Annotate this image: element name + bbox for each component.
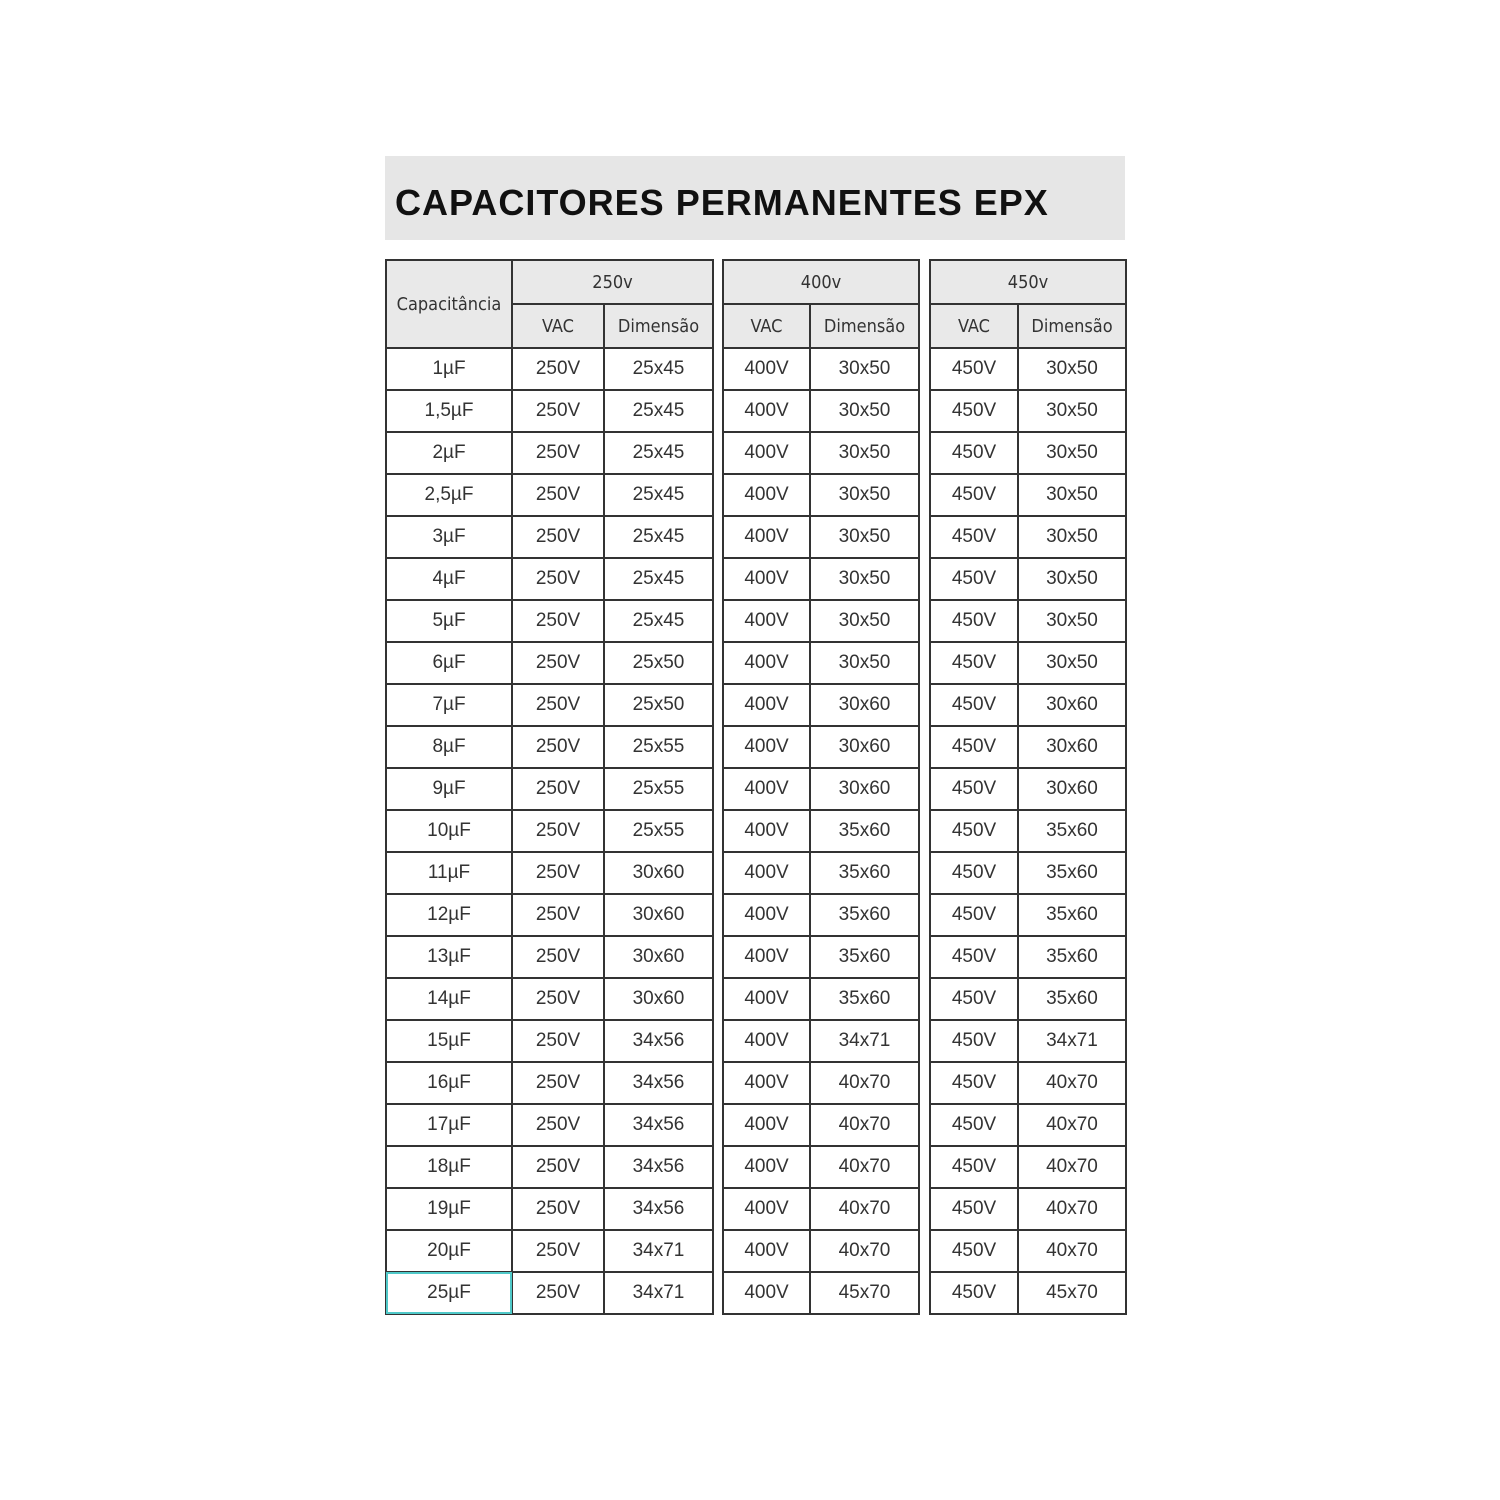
table-row xyxy=(386,1272,713,1314)
vac-cell: 450V xyxy=(930,936,1018,978)
dimension-cell: 35x60 xyxy=(810,894,919,936)
dimension-cell: 34x56 xyxy=(604,1188,713,1230)
dimension-cell: 30x60 xyxy=(1018,726,1126,768)
table-row xyxy=(386,1104,713,1146)
title-banner xyxy=(385,156,1125,240)
vac-cell: 400V xyxy=(723,558,810,600)
capacitance-cell: 1,5µF xyxy=(386,390,512,432)
dimension-cell: 34x56 xyxy=(604,1020,713,1062)
dimension-cell: 34x71 xyxy=(604,1272,713,1314)
vac-cell: 400V xyxy=(723,1020,810,1062)
vac-cell: 250V xyxy=(512,1188,604,1230)
dimension-cell: 30x60 xyxy=(810,726,919,768)
table-row xyxy=(386,768,713,810)
vac-cell: 450V xyxy=(930,810,1018,852)
table-row xyxy=(930,894,1126,936)
table-row xyxy=(723,516,919,558)
header-vac: VAC xyxy=(723,304,810,348)
dimension-cell: 45x70 xyxy=(1018,1272,1126,1314)
dimension-cell: 25x50 xyxy=(604,642,713,684)
vac-cell: 250V xyxy=(512,936,604,978)
vac-cell: 400V xyxy=(723,852,810,894)
table-row xyxy=(386,978,713,1020)
vac-cell: 400V xyxy=(723,1230,810,1272)
capacitance-cell: 11µF xyxy=(386,852,512,894)
vac-cell: 400V xyxy=(723,978,810,1020)
dimension-cell: 40x70 xyxy=(1018,1188,1126,1230)
vac-cell: 450V xyxy=(930,516,1018,558)
vac-cell: 450V xyxy=(930,1062,1018,1104)
dimension-cell: 35x60 xyxy=(1018,894,1126,936)
capacitance-cell: 2µF xyxy=(386,432,512,474)
table-row xyxy=(930,768,1126,810)
vac-cell: 250V xyxy=(512,1062,604,1104)
vac-cell: 400V xyxy=(723,810,810,852)
vac-cell: 250V xyxy=(512,600,604,642)
capacitance-cell: 13µF xyxy=(386,936,512,978)
table-row xyxy=(386,600,713,642)
table-row xyxy=(723,432,919,474)
vac-cell: 250V xyxy=(512,1230,604,1272)
vac-cell: 250V xyxy=(512,432,604,474)
table-row xyxy=(386,432,713,474)
table-body-250v xyxy=(386,348,713,1314)
table-row xyxy=(930,936,1126,978)
table-row xyxy=(723,726,919,768)
header-dimension: Dimensão xyxy=(1018,304,1126,348)
table-row xyxy=(386,558,713,600)
dimension-cell: 25x45 xyxy=(604,348,713,390)
table-row xyxy=(930,1020,1126,1062)
dimension-cell: 40x70 xyxy=(810,1104,919,1146)
dimension-cell: 30x50 xyxy=(810,474,919,516)
table-row xyxy=(723,1104,919,1146)
dimension-cell: 40x70 xyxy=(1018,1230,1126,1272)
capacitance-cell: 12µF xyxy=(386,894,512,936)
vac-cell: 400V xyxy=(723,726,810,768)
dimension-cell: 30x50 xyxy=(1018,432,1126,474)
dimension-cell: 30x50 xyxy=(810,390,919,432)
vac-cell: 450V xyxy=(930,978,1018,1020)
vac-cell: 250V xyxy=(512,348,604,390)
table-row xyxy=(386,516,713,558)
dimension-cell: 30x50 xyxy=(1018,642,1126,684)
vac-cell: 450V xyxy=(930,684,1018,726)
vac-cell: 400V xyxy=(723,936,810,978)
table-row xyxy=(723,348,919,390)
table-row xyxy=(386,642,713,684)
vac-cell: 450V xyxy=(930,852,1018,894)
dimension-cell: 40x70 xyxy=(810,1062,919,1104)
table-row xyxy=(930,1104,1126,1146)
table-row xyxy=(930,852,1126,894)
vac-cell: 400V xyxy=(723,516,810,558)
vac-cell: 400V xyxy=(723,894,810,936)
table-row xyxy=(723,642,919,684)
table-row xyxy=(930,978,1126,1020)
dimension-cell: 34x71 xyxy=(1018,1020,1126,1062)
dimension-cell: 25x55 xyxy=(604,810,713,852)
dimension-cell: 30x50 xyxy=(1018,558,1126,600)
dimension-cell: 30x50 xyxy=(810,600,919,642)
vac-cell: 450V xyxy=(930,558,1018,600)
table-row xyxy=(386,936,713,978)
dimension-cell: 25x50 xyxy=(604,684,713,726)
vac-cell: 450V xyxy=(930,726,1018,768)
vac-cell: 450V xyxy=(930,600,1018,642)
vac-cell: 250V xyxy=(512,1146,604,1188)
dimension-cell: 30x60 xyxy=(810,684,919,726)
vac-cell: 450V xyxy=(930,894,1018,936)
capacitance-cell: 20µF xyxy=(386,1230,512,1272)
header-group-450v: 450v xyxy=(930,260,1126,304)
vac-cell: 450V xyxy=(930,390,1018,432)
capacitance-cell: 16µF xyxy=(386,1062,512,1104)
header-group-250v: 250v xyxy=(512,260,713,304)
vac-cell: 450V xyxy=(930,768,1018,810)
header-vac: VAC xyxy=(512,304,604,348)
capacitance-cell: 18µF xyxy=(386,1146,512,1188)
vac-cell: 400V xyxy=(723,390,810,432)
vac-cell: 250V xyxy=(512,558,604,600)
dimension-cell: 40x70 xyxy=(1018,1104,1126,1146)
table-row xyxy=(930,516,1126,558)
header-capacitance: Capacitância xyxy=(386,260,512,348)
table-row xyxy=(723,1146,919,1188)
table-row xyxy=(723,1272,919,1314)
dimension-cell: 30x50 xyxy=(810,432,919,474)
table-row xyxy=(386,474,713,516)
dimension-cell: 30x60 xyxy=(604,894,713,936)
vac-cell: 250V xyxy=(512,810,604,852)
dimension-cell: 34x71 xyxy=(810,1020,919,1062)
table-row xyxy=(930,642,1126,684)
vac-cell: 450V xyxy=(930,1146,1018,1188)
capacitance-cell: 15µF xyxy=(386,1020,512,1062)
capacitance-cell: 1µF xyxy=(386,348,512,390)
table-row xyxy=(386,726,713,768)
table-row xyxy=(723,768,919,810)
dimension-cell: 30x50 xyxy=(1018,600,1126,642)
table-row xyxy=(386,1188,713,1230)
capacitance-cell: 10µF xyxy=(386,810,512,852)
vac-cell: 400V xyxy=(723,1146,810,1188)
vac-cell: 250V xyxy=(512,684,604,726)
dimension-cell: 40x70 xyxy=(810,1230,919,1272)
dimension-cell: 34x56 xyxy=(604,1062,713,1104)
table-row xyxy=(930,390,1126,432)
vac-cell: 400V xyxy=(723,600,810,642)
dimension-cell: 35x60 xyxy=(810,978,919,1020)
capacitance-cell: 3µF xyxy=(386,516,512,558)
header-vac: VAC xyxy=(930,304,1018,348)
table-row xyxy=(930,348,1126,390)
header-dimension: Dimensão xyxy=(604,304,713,348)
table-row xyxy=(386,1020,713,1062)
table-row xyxy=(723,936,919,978)
dimension-cell: 35x60 xyxy=(810,852,919,894)
vac-cell: 400V xyxy=(723,684,810,726)
table-row xyxy=(930,684,1126,726)
capacitance-cell: 25µF xyxy=(386,1272,512,1314)
vac-cell: 450V xyxy=(930,474,1018,516)
table-body-400v xyxy=(723,348,919,1314)
table-row xyxy=(930,1272,1126,1314)
table-row xyxy=(386,348,713,390)
capacitance-cell: 17µF xyxy=(386,1104,512,1146)
vac-cell: 250V xyxy=(512,978,604,1020)
vac-cell: 250V xyxy=(512,768,604,810)
table-row xyxy=(386,1230,713,1272)
table-row xyxy=(723,684,919,726)
capacitance-cell: 4µF xyxy=(386,558,512,600)
table-row xyxy=(723,474,919,516)
table-row xyxy=(930,558,1126,600)
capacitance-cell: 9µF xyxy=(386,768,512,810)
dimension-cell: 40x70 xyxy=(1018,1146,1126,1188)
table-row xyxy=(930,600,1126,642)
vac-cell: 400V xyxy=(723,1062,810,1104)
table-row xyxy=(386,852,713,894)
vac-cell: 450V xyxy=(930,1188,1018,1230)
vac-cell: 250V xyxy=(512,1272,604,1314)
dimension-cell: 25x55 xyxy=(604,768,713,810)
table-row xyxy=(930,432,1126,474)
table-row xyxy=(930,810,1126,852)
capacitance-cell: 6µF xyxy=(386,642,512,684)
dimension-cell: 30x50 xyxy=(810,642,919,684)
dimension-cell: 35x60 xyxy=(1018,978,1126,1020)
page-title: CAPACITORES PERMANENTES EPX xyxy=(395,182,1049,223)
table-450v xyxy=(929,259,1127,1315)
vac-cell: 400V xyxy=(723,474,810,516)
vac-cell: 250V xyxy=(512,1104,604,1146)
header-group-400v: 400v xyxy=(723,260,919,304)
dimension-cell: 30x50 xyxy=(810,348,919,390)
vac-cell: 250V xyxy=(512,516,604,558)
table-row xyxy=(930,1230,1126,1272)
dimension-cell: 34x56 xyxy=(604,1146,713,1188)
dimension-cell: 35x60 xyxy=(810,810,919,852)
dimension-cell: 40x70 xyxy=(810,1188,919,1230)
dimension-cell: 40x70 xyxy=(1018,1062,1126,1104)
dimension-cell: 25x45 xyxy=(604,600,713,642)
table-row xyxy=(723,600,919,642)
vac-cell: 400V xyxy=(723,432,810,474)
dimension-cell: 35x60 xyxy=(1018,810,1126,852)
dimension-cell: 35x60 xyxy=(1018,936,1126,978)
table-row xyxy=(386,1062,713,1104)
capacitance-cell: 2,5µF xyxy=(386,474,512,516)
capacitance-cell: 19µF xyxy=(386,1188,512,1230)
table-row xyxy=(930,1062,1126,1104)
vac-cell: 250V xyxy=(512,1020,604,1062)
table-body-450v xyxy=(930,348,1126,1314)
vac-cell: 450V xyxy=(930,1272,1018,1314)
dimension-cell: 30x50 xyxy=(1018,348,1126,390)
table-row xyxy=(723,978,919,1020)
dimension-cell: 34x56 xyxy=(604,1104,713,1146)
dimension-cell: 30x60 xyxy=(810,768,919,810)
table-row xyxy=(930,1188,1126,1230)
table-row xyxy=(930,474,1126,516)
table-250v xyxy=(385,259,714,1315)
table-row xyxy=(386,684,713,726)
table-row xyxy=(723,852,919,894)
dimension-cell: 30x60 xyxy=(1018,684,1126,726)
table-row xyxy=(723,810,919,852)
dimension-cell: 40x70 xyxy=(810,1146,919,1188)
dimension-cell: 25x55 xyxy=(604,726,713,768)
dimension-cell: 25x45 xyxy=(604,474,713,516)
vac-cell: 400V xyxy=(723,1272,810,1314)
dimension-cell: 35x60 xyxy=(1018,852,1126,894)
header-dimension: Dimensão xyxy=(810,304,919,348)
dimension-cell: 25x45 xyxy=(604,516,713,558)
dimension-cell: 25x45 xyxy=(604,390,713,432)
dimension-cell: 30x50 xyxy=(810,516,919,558)
dimension-cell: 45x70 xyxy=(810,1272,919,1314)
table-row xyxy=(723,558,919,600)
capacitance-cell: 8µF xyxy=(386,726,512,768)
dimension-cell: 30x60 xyxy=(604,978,713,1020)
vac-cell: 250V xyxy=(512,474,604,516)
dimension-cell: 30x50 xyxy=(1018,474,1126,516)
vac-cell: 400V xyxy=(723,768,810,810)
table-400v xyxy=(722,259,920,1315)
vac-cell: 450V xyxy=(930,432,1018,474)
dimension-cell: 30x50 xyxy=(810,558,919,600)
vac-cell: 400V xyxy=(723,1188,810,1230)
table-row xyxy=(386,390,713,432)
vac-cell: 450V xyxy=(930,348,1018,390)
table-row xyxy=(386,810,713,852)
table-row xyxy=(930,1146,1126,1188)
vac-cell: 450V xyxy=(930,1020,1018,1062)
capacitance-cell: 14µF xyxy=(386,978,512,1020)
vac-cell: 250V xyxy=(512,726,604,768)
dimension-cell: 30x60 xyxy=(604,936,713,978)
dimension-cell: 25x45 xyxy=(604,558,713,600)
capacitance-cell: 7µF xyxy=(386,684,512,726)
vac-cell: 250V xyxy=(512,642,604,684)
capacitance-cell: 5µF xyxy=(386,600,512,642)
vac-cell: 450V xyxy=(930,642,1018,684)
dimension-cell: 35x60 xyxy=(810,936,919,978)
table-row xyxy=(723,390,919,432)
vac-cell: 400V xyxy=(723,348,810,390)
vac-cell: 400V xyxy=(723,1104,810,1146)
dimension-cell: 30x50 xyxy=(1018,390,1126,432)
vac-cell: 450V xyxy=(930,1230,1018,1272)
vac-cell: 450V xyxy=(930,1104,1018,1146)
table-row xyxy=(930,726,1126,768)
dimension-cell: 30x60 xyxy=(604,852,713,894)
dimension-cell: 25x45 xyxy=(604,432,713,474)
table-row xyxy=(723,1230,919,1272)
table-row xyxy=(723,1062,919,1104)
vac-cell: 400V xyxy=(723,642,810,684)
table-row xyxy=(723,894,919,936)
vac-cell: 250V xyxy=(512,390,604,432)
dimension-cell: 34x71 xyxy=(604,1230,713,1272)
table-row xyxy=(386,1146,713,1188)
vac-cell: 250V xyxy=(512,894,604,936)
table-row xyxy=(723,1188,919,1230)
vac-cell: 250V xyxy=(512,852,604,894)
dimension-cell: 30x50 xyxy=(1018,516,1126,558)
dimension-cell: 30x60 xyxy=(1018,768,1126,810)
table-row xyxy=(723,1020,919,1062)
table-row xyxy=(386,894,713,936)
